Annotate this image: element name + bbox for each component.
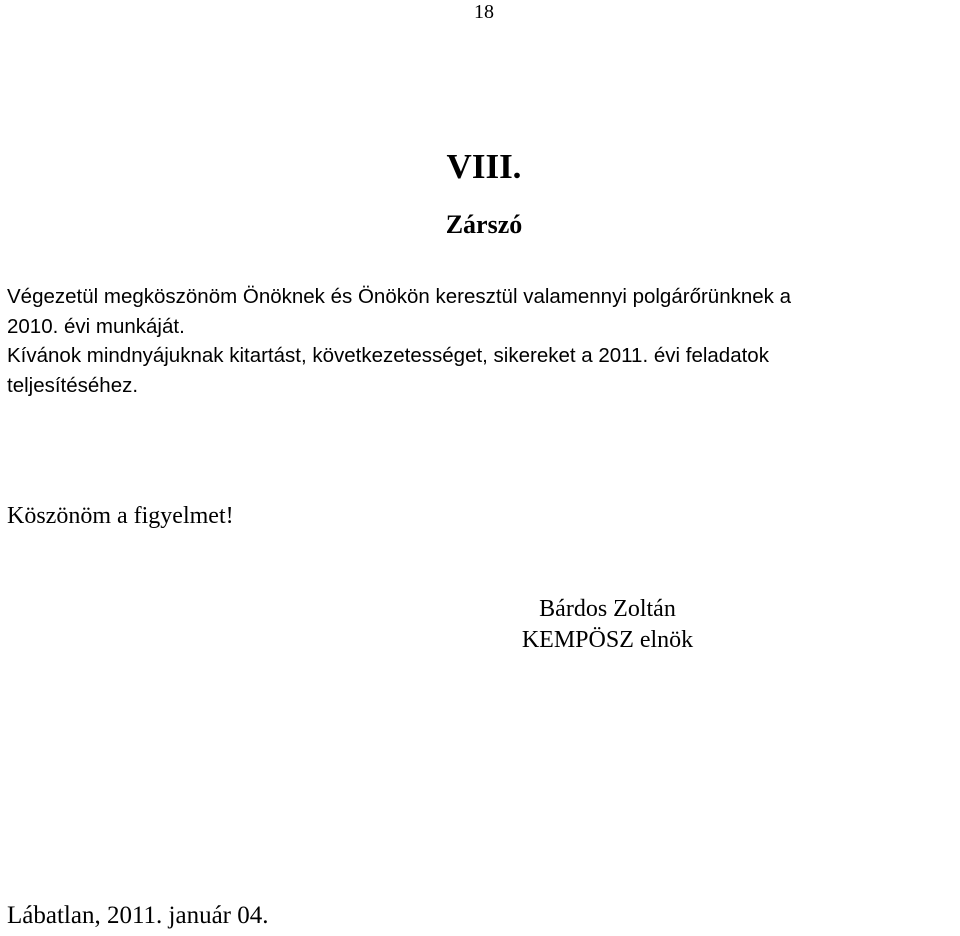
paragraph-1-line-1: Végezetül megköszönöm Önöknek és Önökön keresztül valamennyi polgárőrünknek a	[7, 285, 791, 308]
signature-block	[430, 594, 785, 656]
chapter-number: VIII.	[446, 147, 522, 186]
paragraph-1-line-2: 2010. évi munkáját.	[7, 314, 185, 338]
closing-thanks: Köszönöm a figyelmet!	[7, 503, 234, 529]
paragraph-2-line-1: Kívánok mindnyájuknak kitartást, következetességet, sikereket a 2011. évi feladatok	[7, 344, 769, 368]
paragraph-2-line-2: teljesítéséhez.	[7, 374, 139, 398]
signature-role: KEMPÖSZ elnök	[521, 627, 694, 653]
signature-name: Bárdos Zoltán	[539, 596, 676, 622]
page-number: 18	[474, 1, 494, 23]
place-and-date: Lábatlan, 2011. január 04.	[7, 902, 269, 929]
body-text	[7, 282, 959, 401]
chapter-title: Zárszó	[445, 210, 523, 239]
